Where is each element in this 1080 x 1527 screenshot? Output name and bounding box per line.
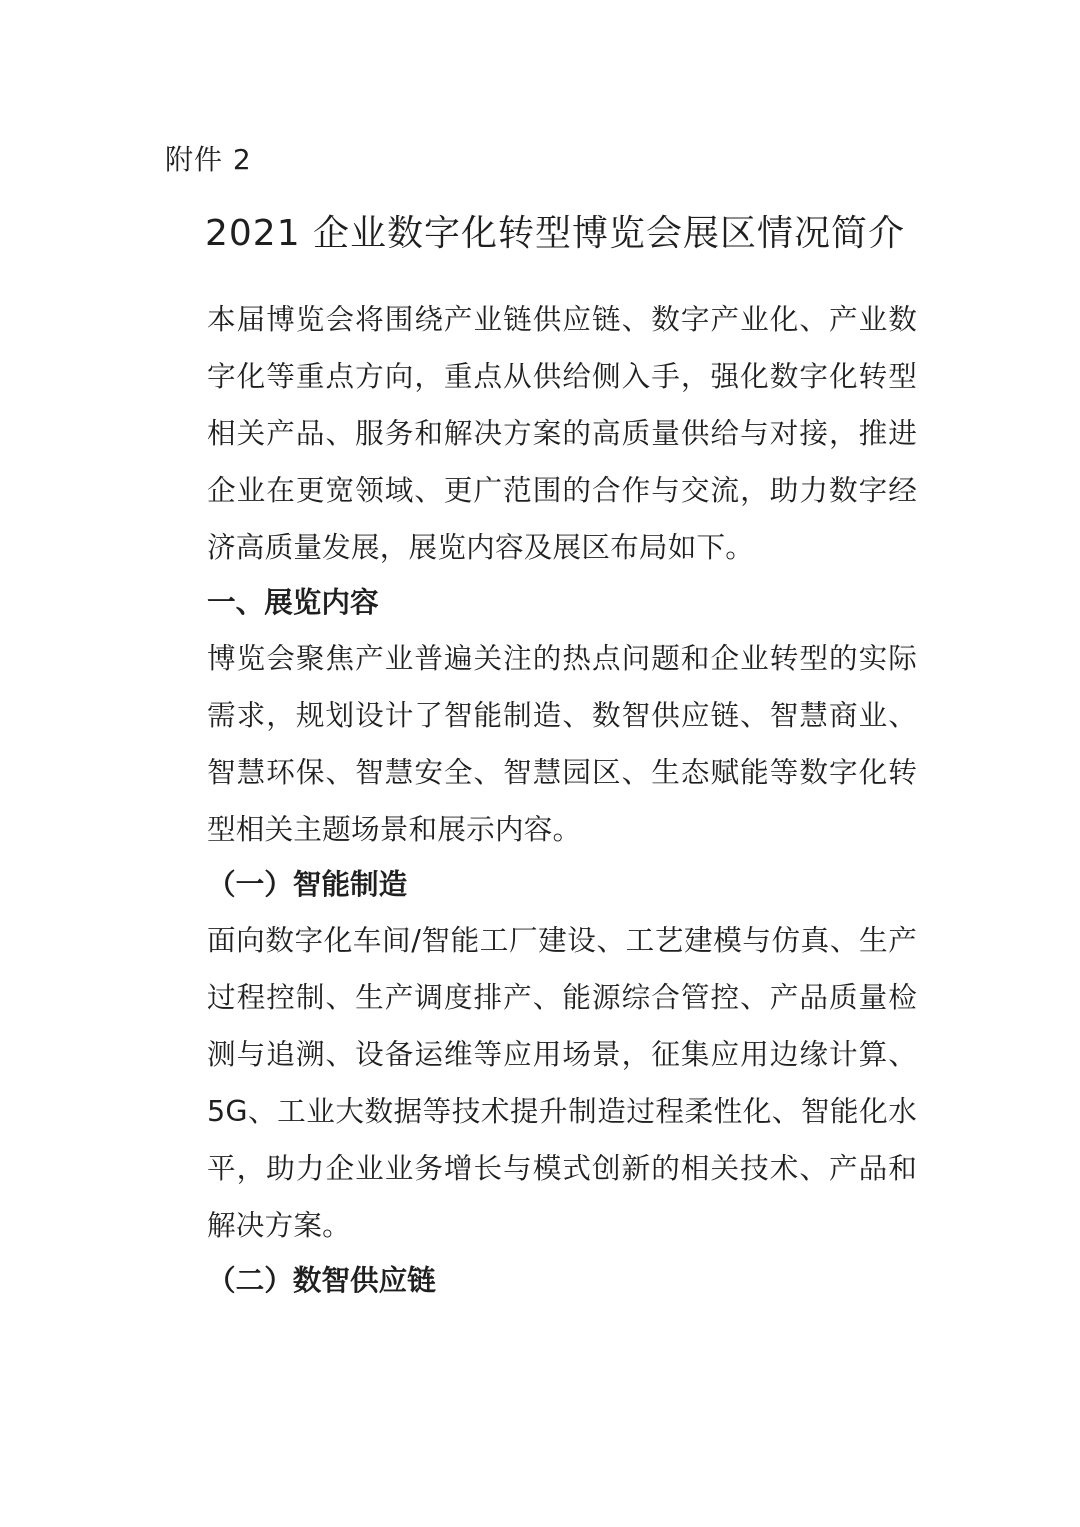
intro-paragraph: 本届博览会将围绕产业链供应链、数字产业化、产业数字化等重点方向，重点从供给侧入手，强化数字化转型相关产品、服务和解决方案的高质量供给与对接，推进企业在更宽领域、更广范围的合作与交流，助力数字经济高质量发展，展览内容及展区布局如下。 (207, 302, 917, 564)
subsection-heading-digital-supply-chain: （二）数智供应链 (207, 1263, 436, 1297)
attachment-label: 附件 2 (165, 143, 252, 176)
section-heading-exhibition-content: 一、展览内容 (207, 585, 379, 619)
section-paragraph-exhibition-content: 博览会聚焦产业普遍关注的热点问题和企业转型的实际需求，规划设计了智能制造、数智供应链、智慧商业、智慧环保、智慧安全、智慧园区、生态赋能等数字化转型相关主题场景和展示内容。 (207, 641, 917, 846)
subsection-heading-smart-manufacturing: （一）智能制造 (207, 867, 408, 901)
page-title: 2021 企业数字化转型博览会展区情况简介 (205, 213, 906, 254)
subsection-paragraph-smart-manufacturing: 面向数字化车间/智能工厂建设、工艺建模与仿真、生产过程控制、生产调度排产、能源综合管控、产品质量检测与追溯、设备运维等应用场景，征集应用边缘计算、5G、工业大数据等技术提升制造过程柔性化、智能化水平，助力企业业务增长与模式创新的相关技术、产品和解决方案。 (207, 923, 917, 1242)
